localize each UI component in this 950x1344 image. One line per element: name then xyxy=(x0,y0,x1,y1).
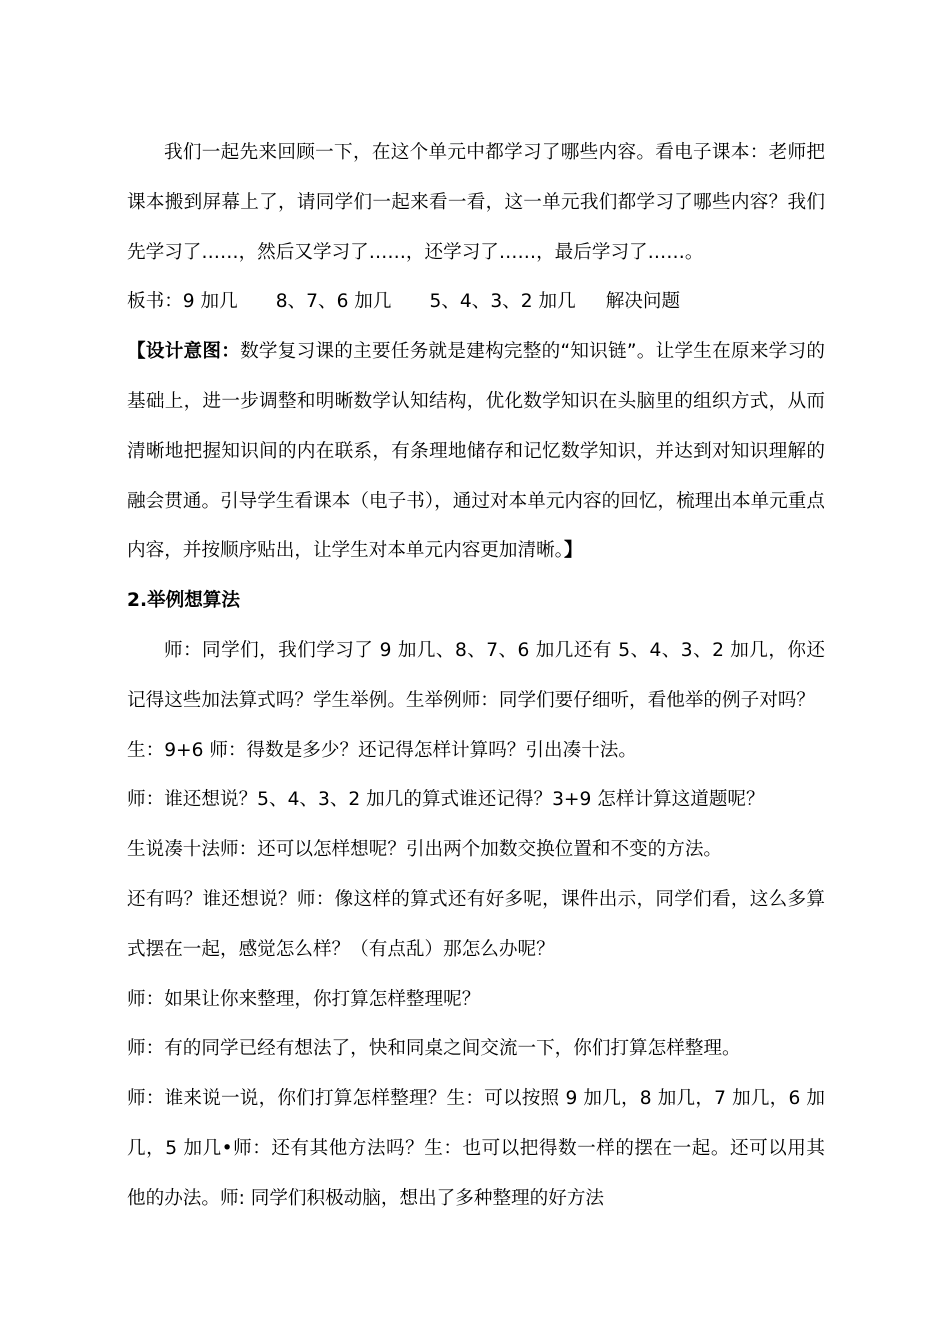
section-heading: 2.举例想算法 xyxy=(127,590,240,612)
board-item-3: 5、4、3、2 加几 xyxy=(429,291,576,313)
paragraph-student-2: 生说凑十法师：还可以怎样想呢？引出两个加数交换位置和不变的方法。 xyxy=(127,839,723,861)
document-body xyxy=(127,128,825,1224)
blackboard-line xyxy=(127,277,825,327)
paragraph-teacher-4: 师：如果让你来整理，你打算怎样整理呢？ xyxy=(127,988,481,1010)
design-intent-label: 【设计意图： xyxy=(127,341,241,363)
paragraph-student-1: 生：9+6 师：得数是多少？还记得怎样计算吗？引出凑十法。 xyxy=(127,739,637,761)
paragraph-design-intent xyxy=(127,327,825,576)
paragraph-teacher-6: 师：谁来说一说，你们打算怎样整理？生：可以按照 9 加几，8 加几，7 加几，6 加几，5 加几•师：还有其他方法吗？生：也可以把得数一样的摆在一起。还可以用其他的办法。师: 同学们积极动脑，想出了多种整理的好方法 xyxy=(127,1088,825,1209)
board-label: 板书：9 加几 xyxy=(127,291,238,313)
paragraph-review: 我们一起先来回顾一下，在这个单元中都学习了哪些内容。看电子课本：老师把课本搬到屏幕上了，请同学们一起来看一看，这一单元我们都学习了哪些内容？我们先学习了……，然后又学习了……，还学习了……，最后学习了……。 xyxy=(127,142,825,263)
paragraph-teacher-1: 师：同学们，我们学习了 9 加几、8、7、6 加几还有 5、4、3、2 加几，你还记得这些加法算式吗？学生举例。生举例师：同学们要仔细听，看他举的例子对吗？ xyxy=(127,639,825,711)
design-intent-body: 数学复习课的主要任务就是建构完整的“知识链”。让学生在原来学习的基础上，进一步调整和明晰数学认知结构，优化数学知识在头脑里的组织方式，从而清晰地把握知识间的内在联系，有条理地储存和记忆数学知识，并达到对知识理解的融会贯通。引导学生看课本（电子书），通过对本单元内容的回忆，梳理出本单元重点内容，并按顺序贴出，让学生对本单元内容更加清晰。 xyxy=(127,341,825,562)
paragraph-teacher-5: 师：有的同学已经有想法了，快和同桌之间交流一下，你们打算怎样整理。 xyxy=(127,1038,741,1060)
paragraph-teacher-2: 师：谁还想说？5、4、3、2 加几的算式谁还记得？3+9 怎样计算这道题呢？ xyxy=(127,789,765,811)
board-item-4: 解决问题 xyxy=(605,291,681,313)
board-item-2: 8、7、6 加几 xyxy=(275,291,392,313)
paragraph-teacher-3: 还有吗？谁还想说？师：像这样的算式还有好多呢，课件出示，同学们看，这么多算式摆在一起，感觉怎么样？（有点乱）那怎么办呢？ xyxy=(127,888,825,960)
design-intent-close: 】 xyxy=(563,540,583,562)
